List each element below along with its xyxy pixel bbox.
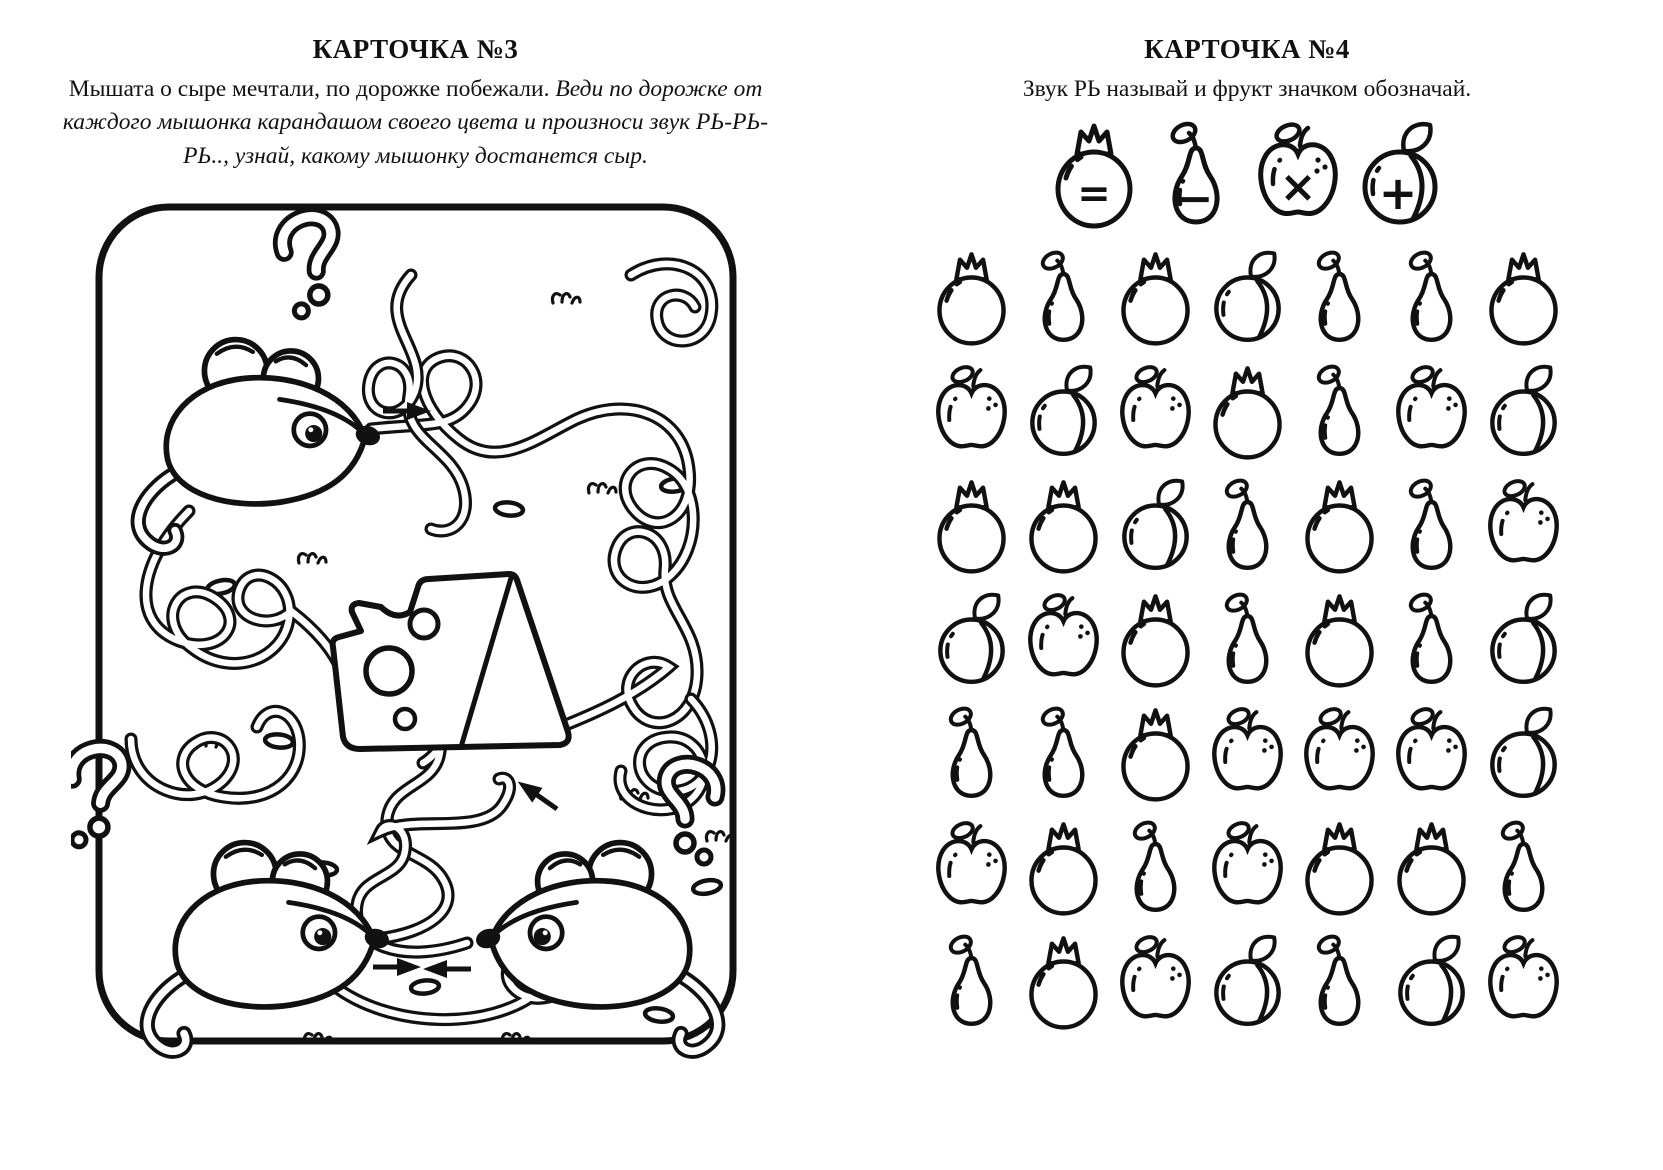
fruit-cell: [1385, 362, 1477, 462]
pear-icon: [1295, 249, 1384, 347]
fruit-cell: [1293, 476, 1385, 576]
peach-icon: [1479, 591, 1568, 689]
legend-item-pear: [1146, 118, 1246, 236]
pear-icon: [927, 705, 1016, 803]
fruit-cell: [1201, 704, 1293, 804]
fruit-cell: [1385, 704, 1477, 804]
pear-icon: [1479, 819, 1568, 917]
peach-icon: [1479, 363, 1568, 461]
fruit-cell: [925, 248, 1017, 348]
pear-icon: [1019, 705, 1108, 803]
apple-icon: [1387, 705, 1476, 803]
apple-icon: [1479, 477, 1568, 575]
fruit-cell: [925, 704, 1017, 804]
apple-icon: [1203, 819, 1292, 917]
fruit-cell: [925, 590, 1017, 690]
apple-icon: [1111, 933, 1200, 1031]
apple-icon: [1111, 363, 1200, 461]
fruit-cell: [925, 932, 1017, 1032]
fruit-cell: [1109, 704, 1201, 804]
pomegranate-icon: [1203, 363, 1292, 461]
pomegranate-icon: [1295, 591, 1384, 689]
card-3-title: КАРТОЧКА №3: [312, 34, 519, 64]
fruit-cell: [1293, 818, 1385, 918]
pear-icon: [1387, 249, 1476, 347]
pomegranate-icon: [1111, 591, 1200, 689]
fruit-cell: [1109, 590, 1201, 690]
peach-icon: [1479, 705, 1568, 803]
fruit-cell: [1017, 590, 1109, 690]
fruit-grid: [831, 248, 1663, 1032]
pomegranate-icon: [1111, 249, 1200, 347]
fruit-cell: [1477, 818, 1569, 918]
fruit-cell: [1385, 932, 1477, 1032]
pomegranate-icon: [1295, 477, 1384, 575]
fruit-cell: [925, 476, 1017, 576]
legend-item-pomegranate: [1044, 118, 1144, 236]
pear-icon: [1203, 477, 1292, 575]
pomegranate-icon: [1387, 819, 1476, 917]
card-4-title: КАРТОЧКА №4: [1144, 34, 1350, 64]
fruit-cell: [925, 362, 1017, 462]
fruit-cell: [1293, 590, 1385, 690]
legend-item-peach: [1350, 118, 1450, 236]
fruit-cell: [1293, 248, 1385, 348]
fruit-cell: [1201, 476, 1293, 576]
fruit-cell: [1017, 248, 1109, 348]
pear-icon: [1019, 249, 1108, 347]
apple-icon: [1019, 591, 1108, 689]
pear-icon: [1387, 477, 1476, 575]
maze-illustration: [71, 179, 761, 1069]
apple-icon: [927, 819, 1016, 917]
legend-symbol: −: [1176, 173, 1214, 225]
fruit-cell: [1293, 704, 1385, 804]
fruit-cell: [1109, 248, 1201, 348]
peach-icon: [927, 591, 1016, 689]
fruit-cell: [1201, 590, 1293, 690]
fruit-cell: [1385, 476, 1477, 576]
pomegranate-icon: [1019, 933, 1108, 1031]
fruit-cell: [1385, 248, 1477, 348]
peach-icon: [1203, 933, 1292, 1031]
fruit-cell: [1017, 362, 1109, 462]
fruit-cell: [1109, 932, 1201, 1032]
pear-icon: [1203, 591, 1292, 689]
fruit-cell: [1477, 476, 1569, 576]
pomegranate-icon: [1479, 249, 1568, 347]
pomegranate-icon: [927, 477, 1016, 575]
fruit-cell: [1201, 362, 1293, 462]
legend-symbol: +: [1378, 165, 1418, 220]
fruit-cell: [1201, 248, 1293, 348]
legend-symbol: ×: [1279, 161, 1317, 213]
card-4-page: [831, 0, 1663, 1032]
fruit-cell: [1293, 362, 1385, 462]
legend-symbol: =: [1077, 170, 1111, 217]
peach-icon: [1019, 363, 1108, 461]
fruit-cell: [1017, 932, 1109, 1032]
fruit-cell: [1385, 590, 1477, 690]
pear-icon: [927, 933, 1016, 1031]
apple-icon: [1479, 933, 1568, 1031]
fruit-cell: [1201, 818, 1293, 918]
pear-icon: [1295, 933, 1384, 1031]
card-3-page: [0, 0, 831, 1069]
apple-icon: [1295, 705, 1384, 803]
peach-icon: [1111, 477, 1200, 575]
fruit-cell: [1017, 818, 1109, 918]
fruit-cell: [1385, 818, 1477, 918]
pear-icon: [1295, 363, 1384, 461]
legend-item-apple: [1248, 118, 1348, 236]
apple-icon: [1387, 363, 1476, 461]
fruit-cell: [925, 818, 1017, 918]
fruit-cell: [1109, 362, 1201, 462]
instruction-italic: Веди по дорожке от каждого мышонка карандашом своего цвета и произноси звук РЬ-РЬ-РЬ.., узнай, какому мышонку достанется сыр.: [62, 76, 769, 169]
pomegranate-icon: [1295, 819, 1384, 917]
pear-icon: [1111, 819, 1200, 917]
pear-icon: [1387, 591, 1476, 689]
pomegranate-icon: [927, 249, 1016, 347]
card-4-instruction: Звук РЬ называй и фрукт значком обозначай.: [1022, 76, 1472, 102]
fruit-cell: [1017, 476, 1109, 576]
fruit-cell: [1477, 932, 1569, 1032]
fruit-cell: [1109, 818, 1201, 918]
peach-icon: [1203, 249, 1292, 347]
fruit-cell: [1477, 704, 1569, 804]
fruit-cell: [1477, 248, 1569, 348]
pomegranate-icon: [1019, 819, 1108, 917]
apple-icon: [927, 363, 1016, 461]
instruction-normal: Мышата о сыре мечтали, по дорожке побежали.: [68, 76, 556, 102]
fruit-legend: [831, 116, 1663, 236]
fruit-cell: [1477, 362, 1569, 462]
fruit-cell: [1293, 932, 1385, 1032]
fruit-cell: [1109, 476, 1201, 576]
fruit-cell: [1477, 590, 1569, 690]
card-3-instruction: [63, 73, 769, 173]
peach-icon: [1387, 933, 1476, 1031]
pomegranate-icon: [1019, 477, 1108, 575]
pomegranate-icon: [1111, 705, 1200, 803]
fruit-cell: [1201, 932, 1293, 1032]
fruit-cell: [1017, 704, 1109, 804]
apple-icon: [1203, 705, 1292, 803]
